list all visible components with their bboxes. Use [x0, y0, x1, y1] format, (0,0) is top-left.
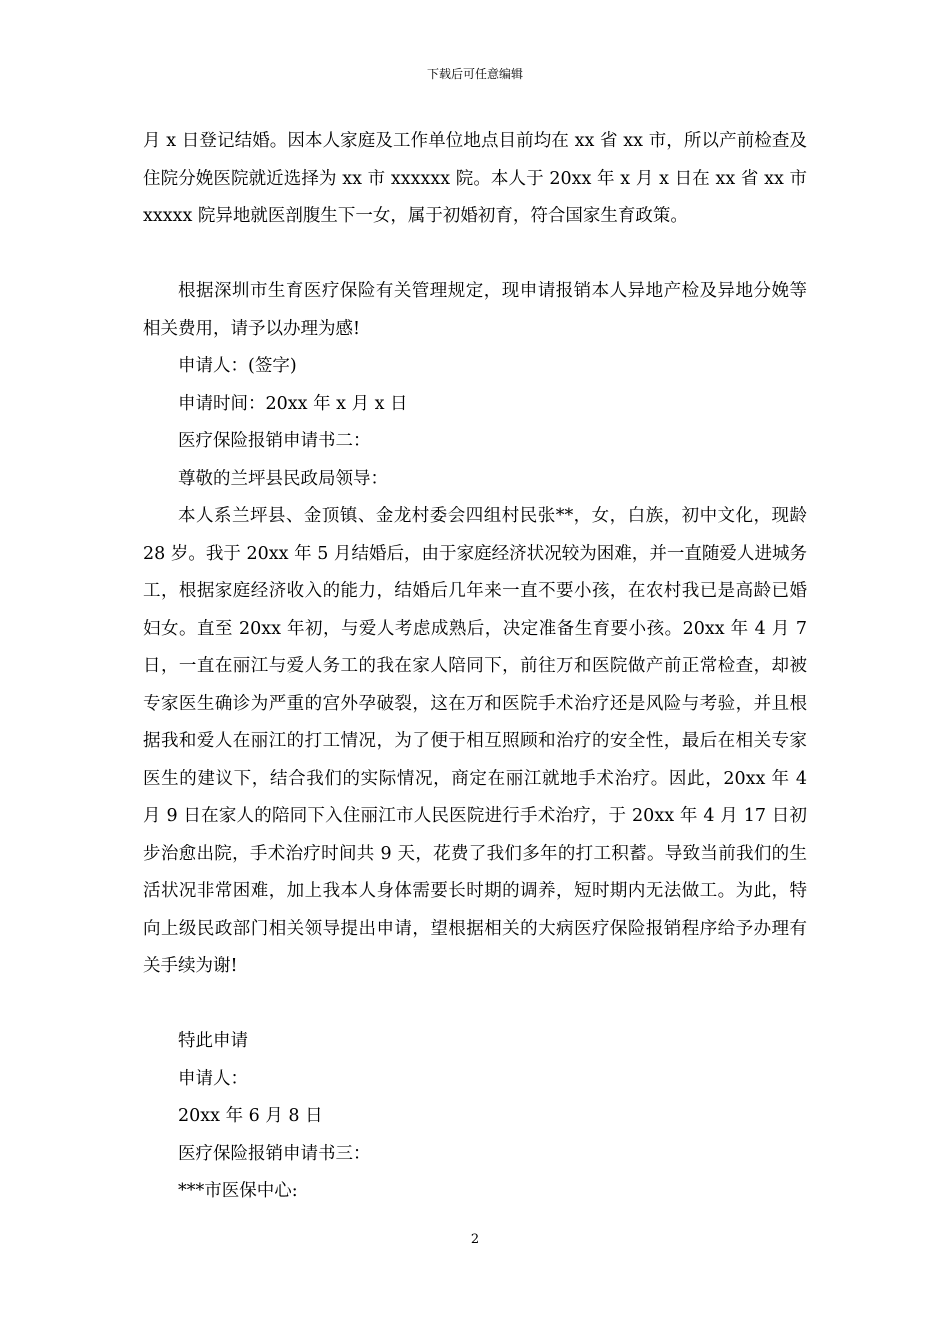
application-date-line: 申请时间：20xx 年 x 月 x 日 — [178, 393, 408, 414]
section-heading-letter-two: 医疗保险报销申请书二： — [178, 431, 371, 451]
closing-statement: 特此申请 — [178, 1031, 248, 1051]
paragraph-reimbursement-request: 根据深圳市生育医疗保险有关管理规定，现申请报销本人异地产检及异地分娩等相关费用，请予以办理为感! — [143, 281, 807, 339]
date-line: 20xx 年 6 月 8 日 — [178, 1106, 323, 1126]
paragraph-letter-two-body: 本人系兰坪县、金顶镇、金龙村委会四组村民张**，女，白族，初中文化，现龄 28 岁。我于 20xx 年 5 月结婚后，由于家庭经济状况较为困难，并一直随爱人进城务工，根据家庭经济收入的能力，结婚后几年来一直不要小孩，在农村我已是高龄已婚妇女。直至 20xx 年初，与爱人考虑成熟后，决定准备生育要小孩。20xx 年 4 月 7 日，一直在丽江与爱人务工的我在家人陪同下，前往万和医院做产前正常检查，却被专家医生确诊为严重的宫外孕破裂，这在万和医院手术治疗还是风险与考验，并且根据我和爱人在丽江的打工情况，为了便于相互照顾和治疗的安全性，最后在相关专家医生的建议下，结合我们的实际情况，商定在丽江就地手术治疗。因此，20xx 年 4 月 9 日在家人的陪同下入住丽江市人民医院进行手术治疗，于 20xx 年 4 月 17 日初步治愈出院，手术治疗时间共 9 天，花费了我们多年的打工积蓄。导致当前我们的生活状况非常困难，加上我本人身体需要长时期的调养，短时期内无法做工。为此，特向上级民政部门相关领导提出申请，望根据相关的大病医疗保险报销程序给予办理有关手续为谢! — [143, 506, 807, 976]
page-header-note: 下载后可任意编辑 — [426, 67, 523, 81]
paragraph-marriage-and-birth-details: 月 x 日登记结婚。因本人家庭及工作单位地点目前均在 xx 省 xx 市，所以产前检查及住院分娩医院就近选择为 xx 市 xxxxxx 院。本人于 20xx 年 x 月 x 日在 xx 省 xx 市 xxxxx 院异地就医剖腹生下一女，属于初婚初育，符合国家生育政策。 — [143, 131, 807, 226]
applicant-signature-line: 申请人：(签字) — [178, 356, 297, 376]
page-number: 2 — [470, 1232, 480, 1247]
salutation-letter-three: ***市医保中心: — [178, 1181, 298, 1201]
section-heading-letter-three: 医疗保险报销申请书三： — [178, 1143, 371, 1164]
paragraph-spacer — [143, 986, 807, 1024]
document-body — [143, 123, 807, 1211]
applicant-line: 申请人： — [178, 1068, 248, 1089]
paragraph-spacer — [143, 236, 807, 274]
salutation-letter-two: 尊敬的兰坪县民政局领导： — [178, 468, 388, 489]
